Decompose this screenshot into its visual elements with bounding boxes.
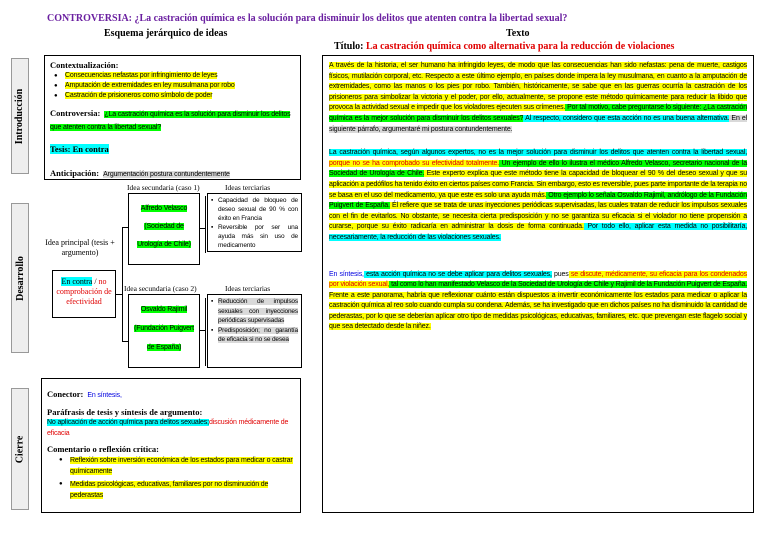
terciarias2-box [207, 294, 302, 368]
controversia-header [47, 13, 567, 24]
caso2-label: Idea secundaria (caso 2) [124, 284, 197, 293]
tab-desarrollo [11, 203, 29, 353]
controversia-label-intro: Controversia: [50, 108, 101, 118]
comentario-bullets [47, 455, 295, 501]
text-segment: esta acción química no se debe aplicar para delitos sexuales, [363, 270, 552, 278]
terciarias2-label: Ideas terciarias [225, 284, 271, 293]
text-segment: Por tal motivo, cabe preguntarse lo siguiente: ¿La castración química es la mejor solución para disminuir los delitos sexuales? [329, 104, 747, 122]
conector: Conector: En síntesis, [47, 389, 122, 399]
context-bullet: ● Amputación de extremidades en ley musulmana por robo [50, 81, 295, 91]
caso1-box [128, 193, 200, 265]
context-label: Contextualización: [50, 60, 119, 70]
text-segment: Este experto explica que este método tiene la capacidad de bloquear el 90 % del deseo sexual y que su aplicación a pedófilos ha tenido éxito en ciertos países como Francia. Sin embargo, esto es reversible, pues parte importante de la terapia no se basa en el uso del medicamento, ya que este es solo una ayuda más. [329, 170, 747, 199]
text-segment: Él refiere que se trata de unas inyecciones periódicas supervisadas, las cuales tratan de reducir los impulsos sexuales con el fin de evitarlos. No obstante, se necesita cierta predisposición y no se garantiza su eficacia si el violador no tiene propensión a curarse, porque su éxito radicaría en administrar la dosis de forma continuada. [329, 202, 747, 231]
paragraph-introduccion [329, 61, 747, 135]
terciaria-item: ▪ Reducción de impulsos sexuales con inyecciones periódicas supervisadas [211, 297, 298, 326]
terciarias1-label: Ideas terciarias [225, 183, 271, 192]
text-segment: tal como lo han manifestado Velasco de la Sociedad de Urología de Chile y Rajimil de la Fundación Puigvert de España. [389, 281, 747, 289]
caso2-text: Osvaldo Rajimil (Fundación Puigvert de España) [134, 306, 194, 351]
controversia-label: CONTROVERSIA: [47, 13, 133, 24]
caso2-box [128, 294, 200, 368]
anticipacion: Anticipación: Argumentación postura contundentemente [50, 168, 230, 178]
text-segment: Por todo ello, aplicar esta medida no posibilitaría, necesariamente, la reducción de las violaciones sexuales. [329, 223, 747, 241]
tab-introduccion-label: Introducción [14, 88, 26, 144]
idea-principal-box: En contra / no comprobación de efectividad [52, 270, 116, 318]
titulo-text: La castración química como alternativa para la reducción de violaciones [365, 41, 675, 52]
paragraph-cierre [329, 270, 747, 334]
caso1-label: Idea secundaria (caso 1) [127, 183, 200, 192]
context-bullets [50, 71, 295, 101]
caso1-text: Alfredo Velasco (Sociedad de Urología de Chile) [137, 205, 191, 248]
intro-box [44, 55, 301, 180]
parafrasis-text: No aplicación de acción química para delitos sexuales;discusión médicamente de eficacia [47, 419, 289, 437]
text-segment: A través de la historia, el ser humano ha infringido leyes, de modo que las consecuencias han sido nefastas: pena de muerte, castigos físicos, mutilación corporal, etc. Respecto a este último ejemplo, en países donde impera la ley musulmana, en cuanto a la amputación de extremidades, como las manos o los pies por robo. También, históricamente, se sabe que en las guerras ocurría la castración de los prisioneros para simbolizar la victoria y el poder, por ello, actualmente, se propone este método químicamente para reducir la libido que provoca la actividad sexual e impedir que los violadores ejecuten sus crímenes. [329, 62, 747, 112]
tab-desarrollo-label: Desarrollo [14, 255, 26, 301]
idea-principal-label: Idea principal (tesis + argumento) [45, 238, 115, 257]
terciaria-item: ▪ Reversible por ser una ayuda más sin uso de medicamento [211, 223, 298, 250]
controversia-text-intro: ¿La castración química es la solución para disminuir los delitos que atenten contra la libertad sexual? [50, 111, 291, 131]
no-comprobacion-label: no comprobación de efectividad [56, 277, 112, 306]
text-segment: porque no se ha comprobado su efectividad totalmente. [329, 159, 500, 167]
intro-controversia [50, 107, 295, 133]
tab-cierre-label: Cierre [14, 435, 26, 463]
text-segment: La castración química, según algunos expertos, no es la mejor solución para disminuir los delitos que atenten contra la libertad sexual, [329, 149, 747, 157]
text-segment: Al respecto, considero que esta acción no es una buena alternativa. [523, 114, 730, 122]
text-segment: pues [551, 270, 569, 278]
context-bullet: ● Castración de prisioneros como símbolo de poder [50, 91, 295, 101]
cierre-box [41, 378, 301, 513]
left-heading: Esquema jerárquico de ideas [104, 28, 228, 39]
right-heading: Texto [506, 28, 530, 39]
titulo-label: Título: [334, 41, 364, 52]
text-box [322, 55, 754, 513]
parafrasis-label: Paráfrasis de tesis y síntesis de argumento: [47, 407, 203, 417]
text-segment: En síntesis, [329, 270, 364, 278]
terciarias2-list [211, 297, 298, 345]
comentario-bullet: ● Reflexión sobre inversión económica de los estados para medicar o castrar químicamente [55, 455, 295, 477]
connector-line [205, 196, 206, 253]
comentario-label: Comentario o reflexión crítica: [47, 444, 159, 454]
controversia-question: ¿La castración química es la solución para disminuir los delitos que atenten contra la libertad sexual? [134, 13, 568, 24]
context-bullet: ● Consecuencias nefastas por infringimiento de leyes [50, 71, 295, 81]
tab-cierre [11, 388, 29, 510]
text-segment: Otro ejemplo lo señala Osvaldo Rajimil, andrólogo de la Fundación Puigvert de España. [329, 191, 747, 210]
text-segment: En el siguiente párrafo, argumentaré mi postura contundentemente. [329, 114, 748, 133]
connector-line [205, 298, 206, 366]
terciarias1-box [207, 193, 302, 252]
tesis: Tesis: En contra [50, 144, 109, 154]
terciaria-item: ▪ Predisposición; no garantía de eficacia si no se desea [211, 326, 298, 345]
paragraph-desarrollo [329, 148, 747, 243]
text-segment: se discute, médicamente, su eficacia para los condenados por violación sexual, [329, 270, 747, 289]
titulo [334, 41, 674, 52]
tab-introduccion [11, 58, 29, 174]
comentario-bullet: ● Medidas psicológicas, educativas, familiares por no disminución de pederastas [55, 479, 295, 501]
en-contra-label: En contra [61, 277, 93, 286]
terciarias1-list [211, 196, 298, 250]
terciaria-item: ▪ Capacidad de bloqueo de deseo sexual de 90 % con éxito en Francia [211, 196, 298, 223]
text-segment: Un ejemplo de ello lo ilustra el médico Alfredo Velasco, secretario nacional de la Sociedad de Urología de Chile. [329, 159, 747, 178]
text-segment: Frente a este panorama, habría que reflexionar cuánto están dispuestos a invertir económicamente los estados para medicar o aplicar la castración química al reo solo cuando cumpla su condena. Además, se ha investigado que en dichos países no ha disminuido la cantidad de pederastas, por lo que se deberían aplicar otro tipo de medidas psicológicas, educativas, familiares, etc. que prevengan este flagelo social y que sea detectado desde la niñez. [329, 291, 747, 331]
connector-line [122, 227, 123, 341]
